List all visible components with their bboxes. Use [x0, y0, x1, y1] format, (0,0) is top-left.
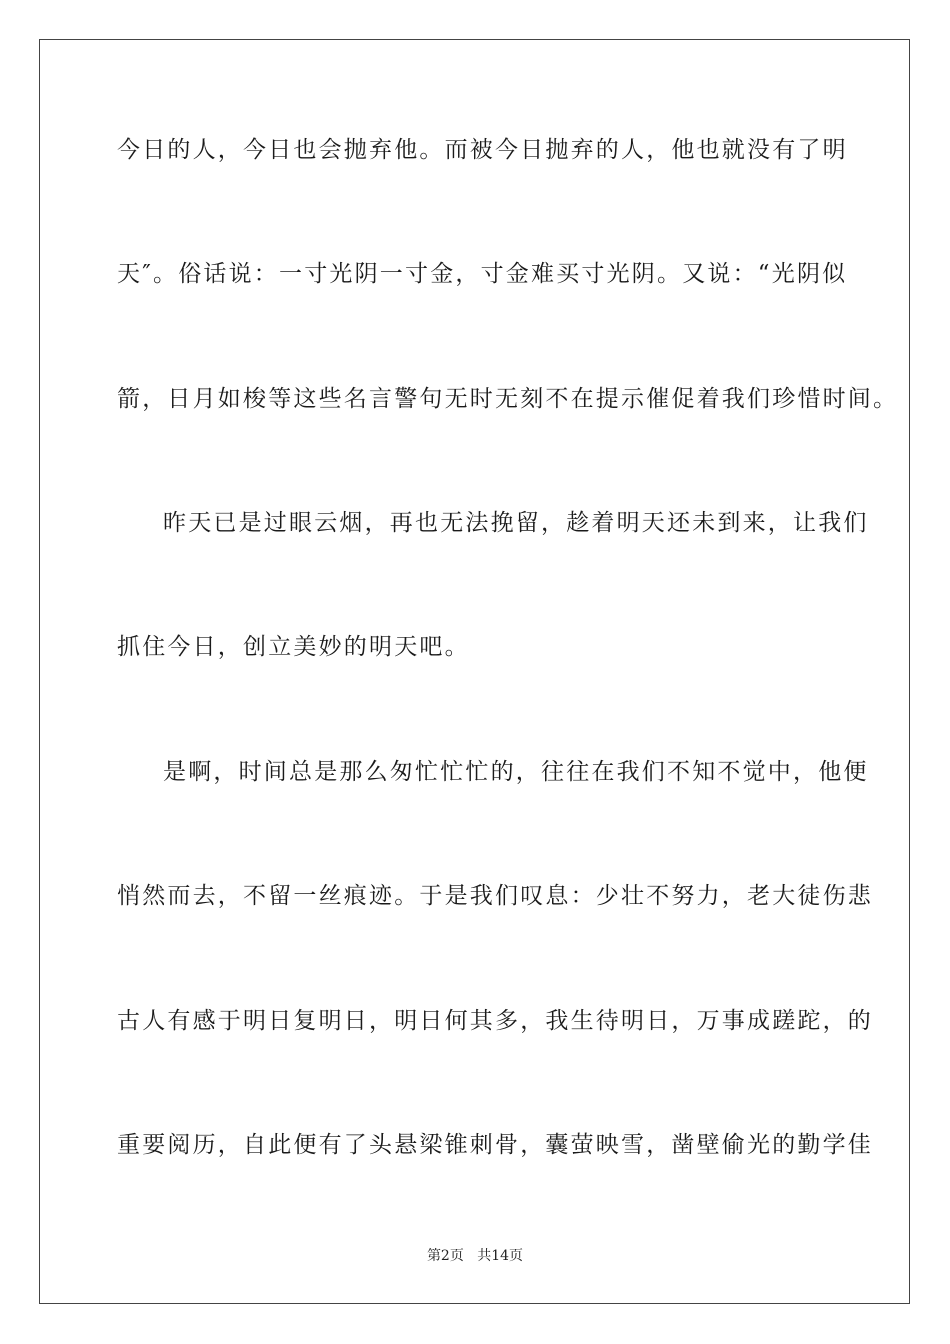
- paragraph-3-line-1: 是啊，时间总是那么匆忙忙忙的，往往在我们不知不觉中，他便: [163, 759, 869, 785]
- body-line-1: 今日的人，今日也会抛弃他。而被今日抛弃的人，他也就没有了明: [117, 137, 848, 163]
- body-line-3: 箭，日月如梭等这些名言警句无时无刻不在提示催促着我们珍惜时间。: [117, 386, 899, 412]
- page-footer: [0, 1247, 950, 1265]
- paragraph-2-line-1: 昨天已是过眼云烟，再也无法挽留，趁着明天还未到来，让我们: [163, 510, 869, 536]
- page-total: 共14页: [477, 1248, 524, 1264]
- page-border: [39, 39, 910, 1304]
- body-line-2: 天″。俗话说：一寸光阴一寸金，寸金难买寸光阴。又说：“光阴似: [117, 261, 848, 287]
- page-number: 第2页: [426, 1248, 464, 1264]
- paragraph-3-line-3: 古人有感于明日复明日，明日何其多，我生待明日，万事成蹉跎，的: [117, 1008, 873, 1034]
- paragraph-3-line-4: 重要阅历，自此便有了头悬梁锥刺骨，囊萤映雪，凿壁偷光的勤学佳: [117, 1132, 873, 1158]
- paragraph-2-line-2: 抓住今日，创立美妙的明天吧。: [117, 634, 470, 660]
- paragraph-3-line-2: 悄然而去，不留一丝痕迹。于是我们叹息：少壮不努力，老大徒伤悲: [117, 883, 873, 909]
